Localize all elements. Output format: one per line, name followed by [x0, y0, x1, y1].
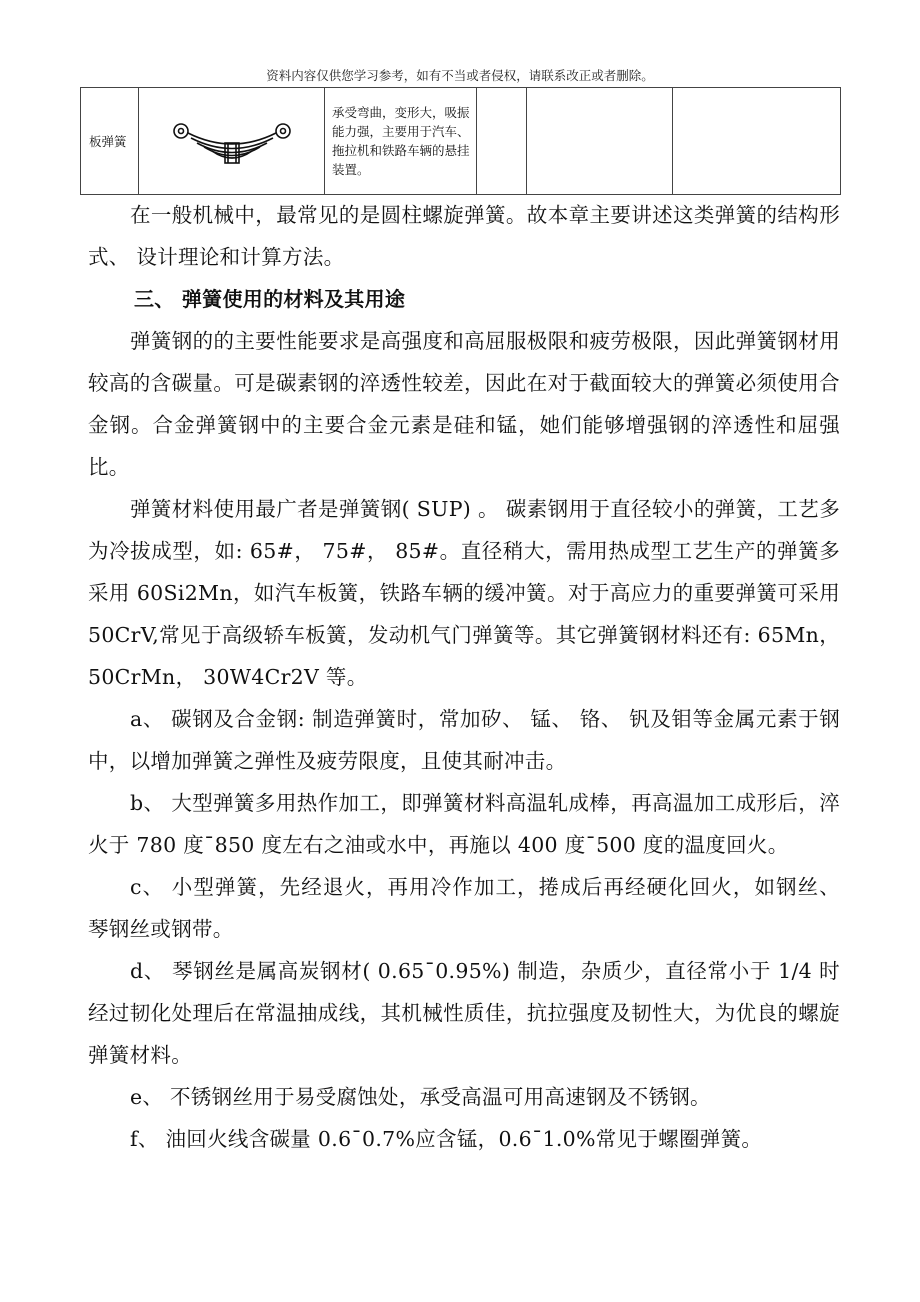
spring-image-cell [139, 88, 325, 195]
list-item-e: e、 不锈钢丝用于易受腐蚀处，承受高温可用高速钢及不锈钢。 [130, 1085, 711, 1109]
document-body [88, 194, 840, 1160]
list-item-d: d、 琴钢丝是属高炭钢材( 0.65¯0.95%) 制造，杂质少，直径常小于 1/4 时经过韧化处理后在常温抽成线，其机械性质佳，抗拉强度及韧性大，为优良的螺旋弹簧材料。 [88, 959, 840, 1067]
paragraph-materials: 弹簧材料使用最广者是弹簧钢( SUP) 。 碳素钢用于直径较小的弹簧，工艺多为冷拔成型，如: 65#， 75#， 85#。直径稍大，需用热成型工艺生产的弹簧多采用 60Si2Mn，如汽车板簧，铁路车辆的缓冲簧。对于高应力的重要弹簧可采用 50CrV,常见于高级轿车板簧，发动机气门弹簧等。其它弹簧钢材料还有: 65Mn， 50CrMn， 30W4Cr2V 等。 [88, 497, 840, 689]
spring-description-cell: 承受弯曲，变形大，吸振能力强，主要用于汽车、 拖拉机和铁路车辆的悬挂装置。 [325, 88, 477, 195]
spring-type-table [80, 87, 841, 195]
spring-name-cell: 板弹簧 [81, 88, 139, 195]
empty-cell [477, 88, 527, 195]
section-heading: 三、 弹簧使用的材料及其用途 [134, 287, 406, 311]
paragraph-properties: 弹簧钢的的主要性能要求是高强度和高屈服极限和疲劳极限，因此弹簧钢材用较高的含碳量。可是碳素钢的淬透性较差，因此在对于截面较大的弹簧必须使用合金钢。合金弹簧钢中的主要合金元素是硅和锰，她们能够增强钢的淬透性和屈强比。 [88, 329, 840, 479]
leaf-spring-drawing-icon [167, 111, 297, 171]
empty-cell [527, 88, 673, 195]
empty-cell [673, 88, 841, 195]
list-item-b: b、 大型弹簧多用热作加工，即弹簧材料高温轧成棒，再高温加工成形后，淬火于 780 度¯850 度左右之油或水中，再施以 400 度¯500 度的温度回火。 [88, 791, 840, 857]
table-row [81, 88, 841, 195]
page-header-notice: 资料内容仅供您学习参考，如有不当或者侵权，请联系改正或者删除。 [266, 68, 654, 83]
list-item-f: f、 油回火线含碳量 0.6¯0.7%应含锰，0.6¯1.0%常见于螺圈弹簧。 [130, 1127, 763, 1151]
paragraph-intro: 在一般机械中，最常见的是圆柱螺旋弹簧。故本章主要讲述这类弹簧的结构形式、 设计理论和计算方法。 [88, 203, 840, 269]
list-item-c: c、 小型弹簧，先经退火，再用冷作加工，捲成后再经硬化回火，如钢丝、 琴钢丝或钢带。 [88, 875, 840, 941]
list-item-a: a、 碳钢及合金钢: 制造弹簧时，常加矽、 锰、 铬、 钒及钼等金属元素于钢中，以增加弹簧之弹性及疲劳限度，且使其耐冲击。 [88, 707, 840, 773]
